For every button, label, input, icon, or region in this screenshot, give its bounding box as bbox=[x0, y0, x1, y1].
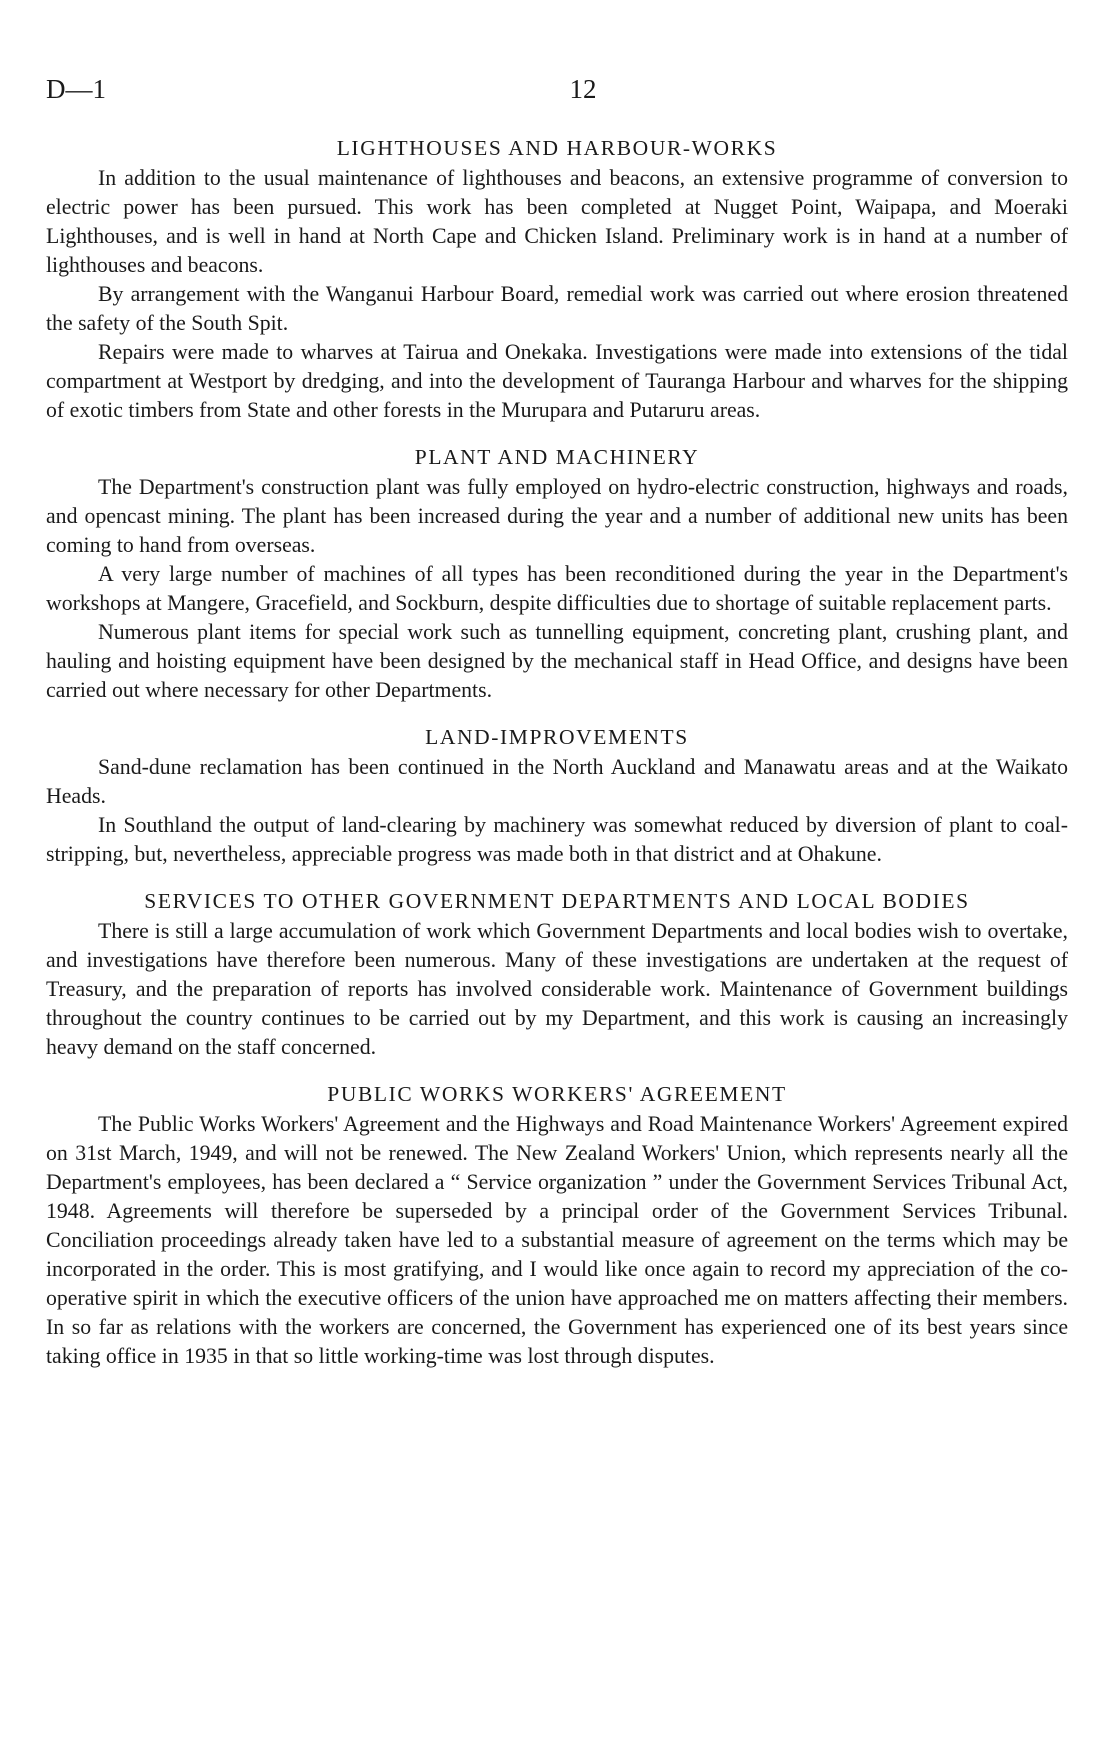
page-number: 12 bbox=[569, 74, 597, 104]
section-heading: SERVICES TO OTHER GOVERNMENT DEPARTMENTS AND LOCAL BODIES bbox=[144, 889, 970, 913]
section-heading: LIGHTHOUSES AND HARBOUR-WORKS bbox=[336, 136, 778, 160]
paragraph: Numerous plant items for special work such as tunnelling equipment, concreting plant, crushing plant, and hauling and hoisting equipment have been designed by the mechanical staff in Head Office, and designs have been carried out where necessary for other Departments. bbox=[46, 620, 1068, 702]
section-heading: PLANT AND MACHINERY bbox=[414, 445, 700, 469]
page-header bbox=[46, 74, 1066, 114]
section-lighthouses bbox=[46, 132, 1068, 425]
section-workers-agreement bbox=[46, 1078, 1068, 1371]
paragraph: By arrangement with the Wanganui Harbour Board, remedial work was carried out where erosion threatened the safety of the South Spit. bbox=[46, 282, 1068, 335]
paragraph: Sand-dune reclamation has been continued in the North Auckland and Manawatu areas and at the Waikato Heads. bbox=[46, 755, 1068, 808]
section-heading: LAND-IMPROVEMENTS bbox=[425, 725, 689, 749]
paragraph: The Public Works Workers' Agreement and the Highways and Road Maintenance Workers' Agreement expired on 31st March, 1949, and will not be renewed. The New Zealand Workers' Union, which represents nearly all the Department's employees, has been declared a “ Service organization ” under the Government Services Tribunal Act, 1948. Agreements will therefore be superseded by a principal order of the Government Services Tribunal. Conciliation proceedings already taken have led to a substantial measure of agreement on the terms which may be incorporated in the order. This is most gratifying, and I would like once again to record my appreciation of the co-operative spirit in which the executive officers of the union have approached me on matters affecting their members. In so far as relations with the workers are concerned, the Government has experienced one of its best years since taking office in 1935 in that so little working-time was lost through disputes. bbox=[46, 1112, 1068, 1368]
section-heading: PUBLIC WORKS WORKERS' AGREEMENT bbox=[327, 1082, 787, 1106]
paragraph: In addition to the usual maintenance of lighthouses and beacons, an extensive programme of conversion to electric power has been pursued. This work has been completed at Nugget Point, Waipapa, and Moeraki Lighthouses, and is well in hand at North Cape and Chicken Island. Preliminary work is in hand at a number of lighthouses and beacons. bbox=[46, 166, 1068, 277]
section-services-other-departments bbox=[46, 885, 1068, 1062]
paragraph: The Department's construction plant was fully employed on hydro-electric construction, highways and roads, and opencast mining. The plant has been increased during the year and a number of additional new units has been coming to hand from overseas. bbox=[46, 475, 1068, 557]
paragraph: Repairs were made to wharves at Tairua and Onekaka. Investigations were made into extensions of the tidal compartment at Westport by dredging, and into the development of Tauranga Harbour and wharves for the shipping of exotic timbers from State and other forests in the Murupara and Putaruru areas. bbox=[46, 340, 1068, 422]
paragraph: In Southland the output of land-clearing by machinery was somewhat reduced by diversion of plant to coal-stripping, but, nevertheless, appreciable progress was made both in that district and at Ohakune. bbox=[46, 813, 1068, 866]
paragraph: A very large number of machines of all types has been reconditioned during the year in the Department's workshops at Mangere, Gracefield, and Sockburn, despite difficulties due to shortage of suitable replacement parts. bbox=[46, 562, 1068, 615]
report-body bbox=[46, 132, 1068, 1387]
paragraph: There is still a large accumulation of work which Government Departments and local bodies wish to overtake, and investigations have therefore been numerous. Many of these investigations are undertaken at the request of Treasury, and the preparation of reports has involved considerable work. Maintenance of Government buildings throughout the country continues to be carried out by my Department, and this work is causing an increasingly heavy demand on the staff concerned. bbox=[46, 919, 1068, 1059]
section-plant-machinery bbox=[46, 441, 1068, 705]
document-reference: D—1 bbox=[46, 74, 106, 104]
section-land-improvements bbox=[46, 721, 1068, 869]
